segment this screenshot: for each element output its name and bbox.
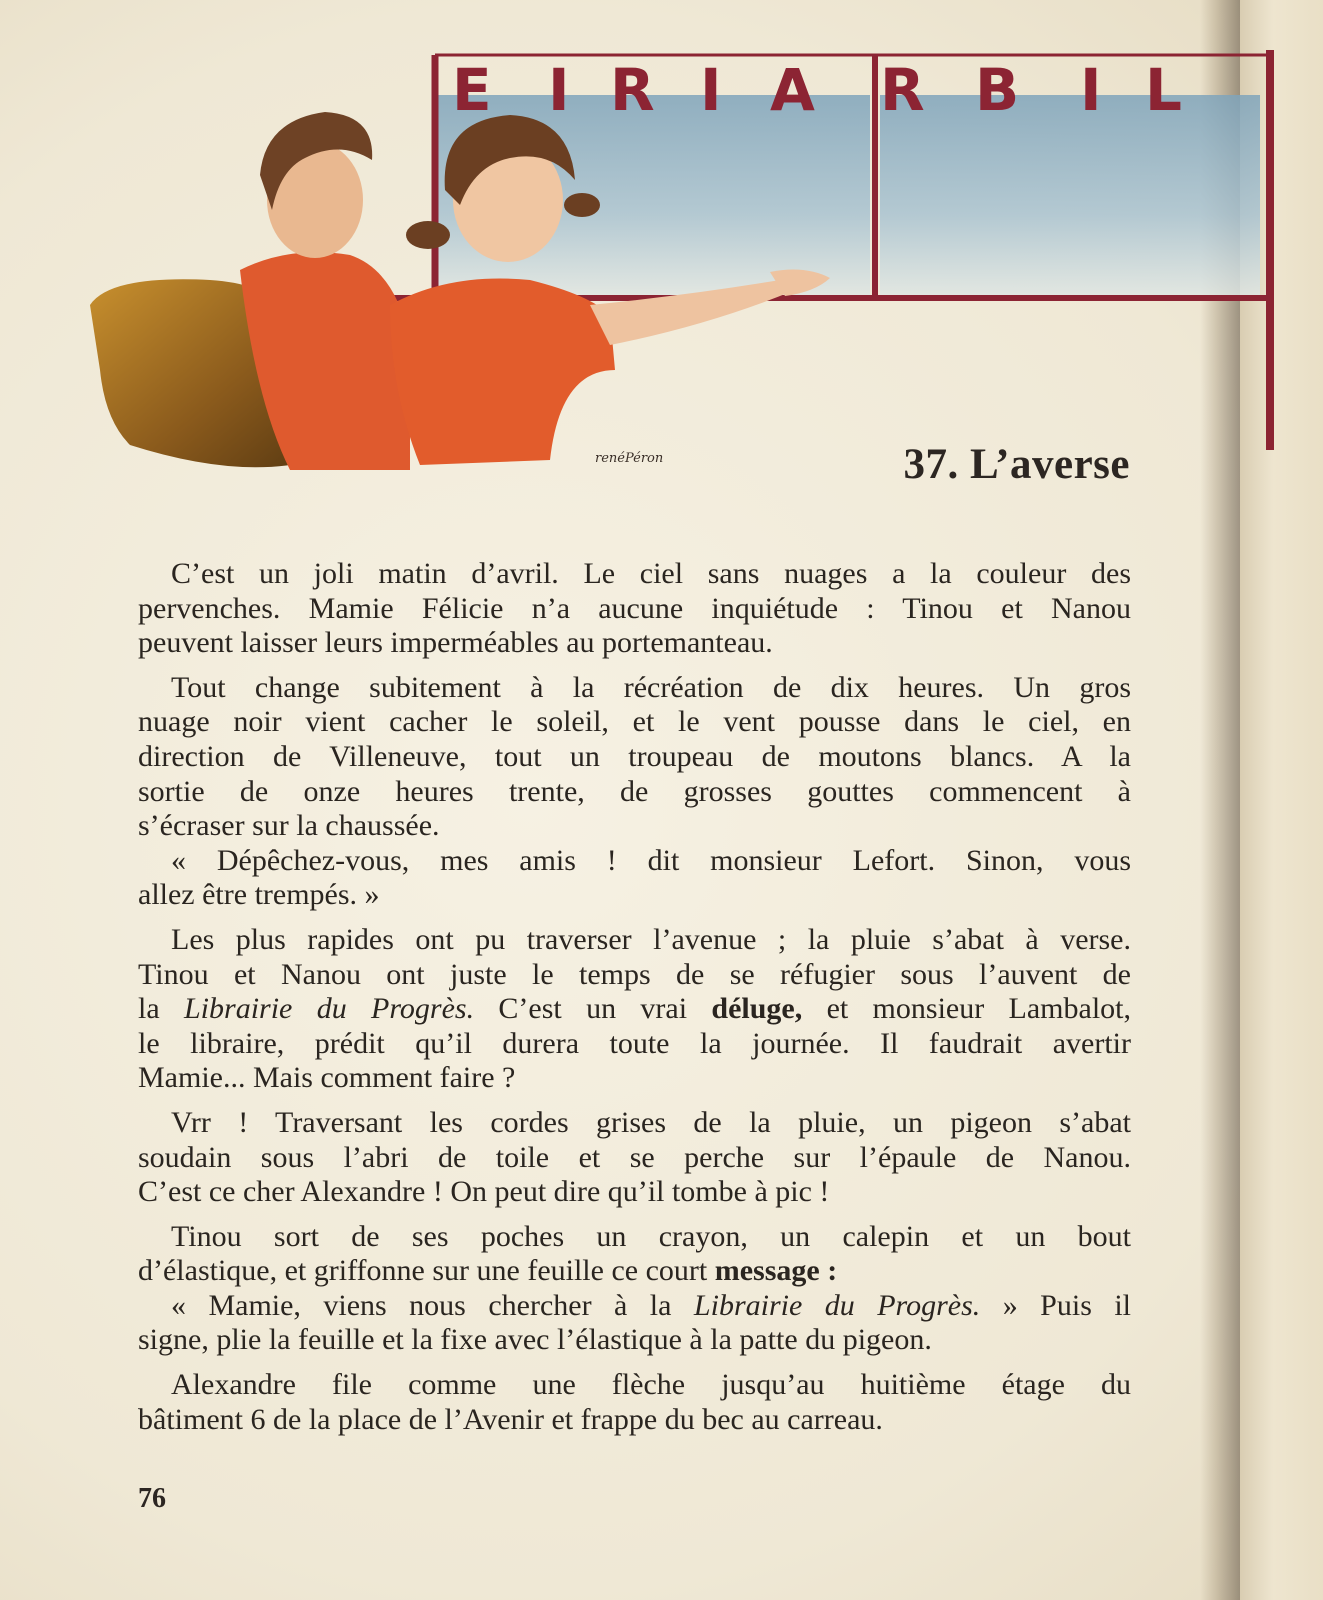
- sign-letter: E: [452, 56, 492, 124]
- paragraph: [138, 671, 1131, 913]
- sign-letter: L: [1145, 56, 1182, 124]
- paragraph: [138, 1220, 1131, 1358]
- window-pane-right: [880, 95, 1260, 295]
- sign-letter: B: [975, 56, 1020, 124]
- italic-title: Librairie du Progrès.: [184, 992, 475, 1026]
- text-line: C’est un joli matin d’avril. Le ciel sans nuages a la couleur des: [171, 557, 1131, 590]
- text-run: et monsieur Lambalot,: [802, 992, 1132, 1026]
- chapter-title: 37. L’averse: [903, 441, 1130, 488]
- text-line: bâtiment 6 de la place de l’Avenir et frappe du bec au carreau.: [138, 1402, 883, 1436]
- story-text: [138, 557, 1131, 1437]
- page-number: 76: [138, 1483, 166, 1514]
- text-line: Mamie... Mais comment faire ?: [138, 1061, 516, 1095]
- text-line: Tinou sort de ses poches un crayon, un calepin et un bout: [171, 1219, 1131, 1253]
- sign-letter: A: [770, 56, 815, 124]
- text-run: la: [138, 992, 184, 1026]
- artist-signature: renéPéron: [595, 451, 664, 466]
- text-line: C’est ce cher Alexandre ! On peut dire qu’il tombe à pic !: [138, 1175, 830, 1209]
- text-line: [138, 1254, 1131, 1289]
- text-line: soudain sous l’abri de toile et se perche sur l’épaule de Nanou.: [138, 1140, 1131, 1174]
- text-run: » Puis il: [980, 1288, 1131, 1322]
- chapter-illustration: [90, 40, 1323, 500]
- bold-word: déluge,: [711, 992, 803, 1026]
- sign-letter: R: [880, 56, 925, 124]
- sign-letter: R: [610, 56, 655, 124]
- sign-letter: I: [1080, 56, 1102, 124]
- paragraph: [138, 1106, 1131, 1210]
- text-line: Tinou et Nanou ont juste le temps de se réfugier sous l’auvent de: [138, 957, 1131, 991]
- text-line: Vrr ! Traversant les cordes grises de la pluie, un pigeon s’abat: [171, 1105, 1131, 1139]
- text-line: peuvent laisser leurs imperméables au portemanteau.: [138, 626, 773, 660]
- text-line: nuage noir vient cacher le soleil, et le vent pousse dans le ciel, en: [138, 705, 1131, 739]
- paragraph: [138, 1368, 1131, 1437]
- bold-word: message :: [714, 1254, 838, 1288]
- text-run: d’élastique, et griffonne sur une feuille ce court: [138, 1254, 715, 1288]
- italic-title: Librairie du Progrès.: [693, 1288, 981, 1322]
- text-line: Tout change subitement à la récréation de dix heures. Un gros: [171, 670, 1131, 704]
- paragraph: [138, 557, 1131, 661]
- text-line: direction de Villeneuve, tout un troupeau de moutons blancs. A la: [138, 739, 1131, 773]
- text-line: « Dépêchez-vous, mes amis ! dit monsieur Lefort. Sinon, vous: [171, 843, 1131, 877]
- text-line: pervenches. Mamie Félicie n’a aucune inquiétude : Tinou et Nanou: [138, 591, 1131, 625]
- paragraph: [138, 923, 1131, 1096]
- sign-letter: I: [548, 56, 570, 124]
- text-line: le libraire, prédit qu’il durera toute la journée. Il faudrait avertir: [138, 1026, 1131, 1060]
- text-line: signe, plie la feuille et la fixe avec l’élastique à la patte du pigeon.: [138, 1323, 932, 1357]
- text-line: allez être trempés. »: [138, 878, 380, 912]
- text-run: « Mamie, viens nous chercher à la: [171, 1288, 694, 1322]
- text-line: sortie de onze heures trente, de grosses gouttes commencent à: [138, 774, 1131, 808]
- text-line: [138, 992, 1131, 1027]
- text-line: Les plus rapides ont pu traverser l’avenue ; la pluie s’abat à verse.: [171, 922, 1131, 956]
- text-line: [138, 1289, 1131, 1324]
- text-line: s’écraser sur la chaussée.: [138, 809, 440, 843]
- text-run: C’est un vrai: [474, 992, 712, 1026]
- sign-letter: I: [700, 56, 722, 124]
- text-line: Alexandre file comme une flèche jusqu’au huitième étage du: [171, 1368, 1131, 1402]
